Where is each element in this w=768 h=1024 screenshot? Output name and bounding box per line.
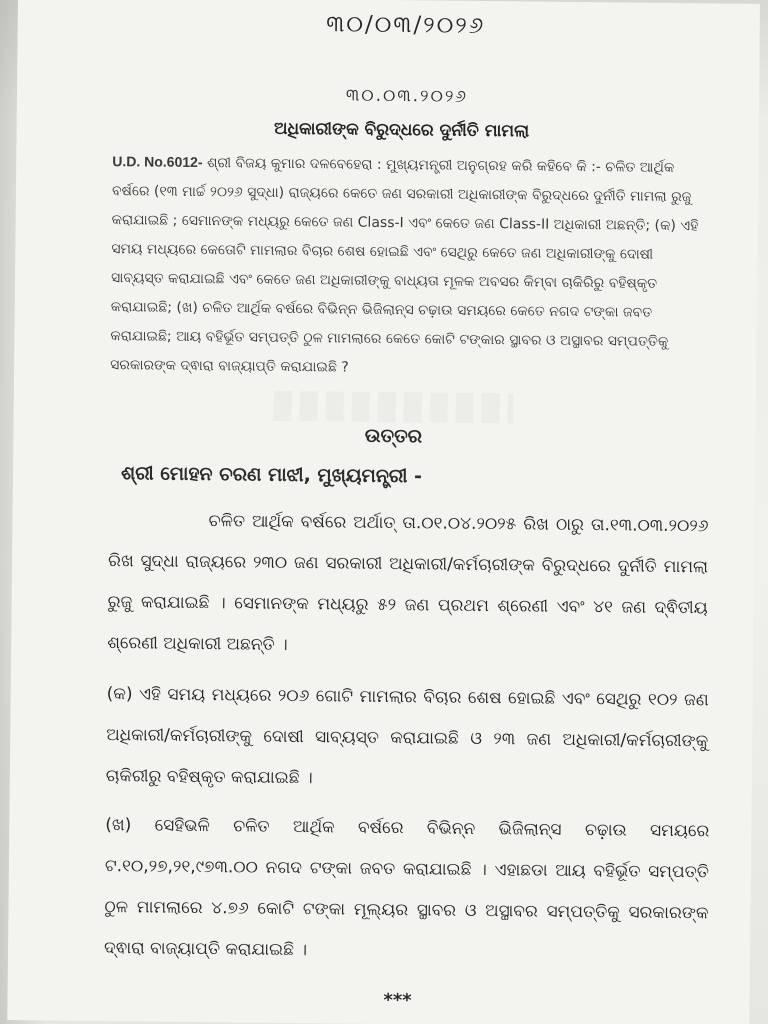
answer-paragraph-1: ଚଳିତ ଆର୍ଥିକ ବର୍ଷରେ ଅର୍ଥାତ୍ ତା.୦୧.୦୪.୨୦୨୫ ରିଖ ଠାରୁ ତା.୧୩.୦୩.୨୦୨୬ ରିଖ ସୁଦ୍ଧା ରାଜ୍ୟରେ ୨୩୦ ଜଣ ସରକାରୀ ଅଧିକାରୀ/କର୍ମଚାରୀଙ୍କ ବିରୁଦ୍ଧରେ ଦୁର୍ନୀତି ମାମଲା ରୁଜୁ କରାଯାଇଛି । ସେମାନଙ୍କ ମଧ୍ୟରୁ ୫୨ ଜଣ ପ୍ରଥମ ଶ୍ରେଣୀ ଏବଂ ୪୧ ଜଣ ଦ୍ଵିତୀୟ ଶ୍ରେଣୀ ଅଧିକାରୀ ଅଛନ୍ତି ।	[107, 511, 709, 655]
typed-date: ୩୦.୦୩.୨୦୨୬	[345, 85, 469, 107]
document-page	[7, 0, 760, 1024]
answer-heading: ଉତ୍ତର	[364, 424, 423, 448]
question-text: ଶ୍ରୀ ବିଜୟ କୁମାର ଦଳବେହେରା : ମୁଖ୍ୟମନ୍ତ୍ରୀ ଅନୁଗ୍ରହ କରି କହିବେ କି :- ଚଳିତ ଆର୍ଥିକ ବର୍ଷରେ (୧୩ ମାର୍ଚ୍ଚ ୨୦୨୬ ସୁଦ୍ଧା) ରାଜ୍ୟରେ କେତେ ଜଣ ସରକାରୀ ଅଧିକାରୀଙ୍କ ବିରୁଦ୍ଧରେ ଦୁର୍ନୀତି ମାମଲା ରୁଜୁ କରାଯାଇଛି ; ସେମାନଙ୍କ ମଧ୍ୟରୁ କେତେ ଜଣ Class-I ଏବଂ କେତେ ଜଣ Class-II ଅଧିକାରୀ ଅଛନ୍ତି; (କ) ଏହି ସମୟ ମଧ୍ୟରେ କେତୋଟି ମାମଲାର ବିଚାର ଶେଷ ହୋଇଛି ଏବଂ ସେଥିରୁ କେତେ ଜଣ ଅଧିକାରୀଙ୍କୁ ଦୋଷୀ ସାବ୍ୟସ୍ତ କରାଯାଇଛି ଏବଂ କେତେ ଜଣ ଅଧିକାରୀଙ୍କୁ ବାଧ୍ୟତା ମୂଳକ ଅବସର କିମ୍ବା ଚାକିରିରୁ ବହିଷ୍କୃତ କରାଯାଇଛି; (ଖ) ଚଳିତ ଆର୍ଥିକ ବର୍ଷରେ ବିଭିନ୍ନ ଭିଜିଲାନ୍ସ ଚଢ଼ାଉ ସମୟରେ କେତେ ନଗଦ ଟଙ୍କା ଜବତ କରାଯାଇଛି; ଆୟ ବହିର୍ଭୂତ ସମ୍ପତ୍ତି ଠୁଳ ମାମଲାରେ କେତେ କୋଟି ଟଙ୍କାର ସ୍ଥାବର ଓ ଅସ୍ଥାବର ସମ୍ପତ୍ତିକୁ ସରକାରଙ୍କ ଦ୍ଵାରା ବାଜ୍ୟାପ୍ତି କରାଯାଇଛି ?	[110, 155, 699, 376]
document-title: ଅଧିକାରୀଙ୍କ ବିରୁଦ୍ଧରେ ଦୁର୍ନୀତି ମାମଲା	[273, 118, 530, 142]
ud-number: U.D. No.6012-	[112, 153, 203, 171]
end-mark: ***	[383, 989, 412, 1012]
question-block	[110, 147, 702, 386]
answer-paragraph-2: (କ) ଏହି ସମୟ ମଧ୍ୟରେ ୨୦୬ ଗୋଟି ମାମଲାର ବିଚାର ଶେଷ ହୋଇଛି ଏବଂ ସେଥିରୁ ୧୦୨ ଜଣ ଅଧିକାରୀ/କର୍ମଚାରୀଙ୍କୁ ଦୋଷୀ ସାବ୍ୟସ୍ତ କରାଯାଇଛି ଓ ୨୩ ଜଣ ଅଧିକାରୀ/କର୍ମଚାରୀଙ୍କୁ ଚାକିରୀରୁ ବହିଷ୍କୃତ କରାଯାଇଛି ।	[105, 684, 709, 789]
bleed-through-mark	[274, 391, 514, 424]
minister-name: ଶ୍ରୀ ମୋହନ ଚରଣ ମାଝୀ, ମୁଖ୍ୟମନ୍ତ୍ରୀ -	[120, 462, 423, 488]
handwritten-date: ୩୦/୦୩/୨୦୨୬	[326, 11, 486, 40]
answer-paragraph-3: (ଖ) ସେହିଭଳି ଚଳିତ ଆର୍ଥିକ ବର୍ଷରେ ବିଭିନ୍ନ ଭିଜିଲାନ୍ସ ଚଢ଼ାଉ ସମୟରେ ଟ.୧୦,୨୭,୨୧,୯୭୩.୦୦ ନଗଦ ଟଙ୍କା ଜବତ କରାଯାଇଛି । ଏହାଛଡା ଆୟ ବହିର୍ଭୂତ ସମ୍ପତ୍ତି ଠୁଳ ମାମଲାରେ ୪.୭୬ କୋଟି ଟଙ୍କା ମୂଲ୍ୟର ସ୍ଥାବର ଓ ଅସ୍ଥାବର ସମ୍ପତ୍ତିକୁ ସରକାରଙ୍କ ଦ୍ଵାରା ବାଜ୍ୟାପ୍ତି କରାଯାଇଛି ।	[103, 815, 710, 961]
